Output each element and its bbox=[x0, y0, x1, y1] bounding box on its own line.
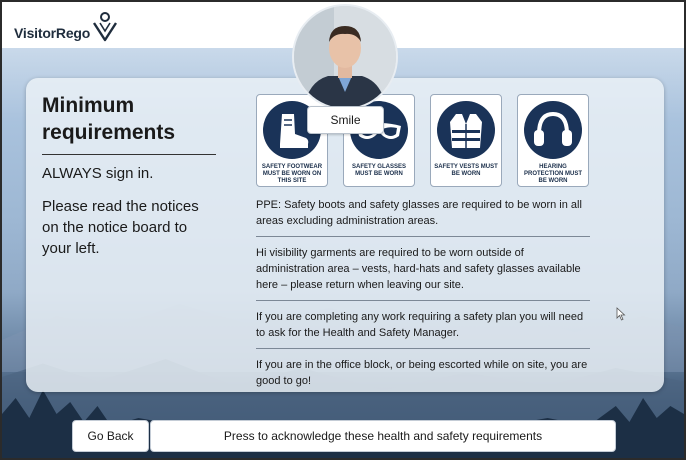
requirements-intro bbox=[42, 92, 218, 259]
page-title: Minimum requirements bbox=[42, 94, 176, 144]
visitor-photo bbox=[294, 6, 396, 108]
acknowledge-button[interactable]: Press to acknowledge these health and safety requirements bbox=[150, 420, 616, 452]
notice-board-text: Please read the notices on the notice board to your left. bbox=[42, 198, 199, 257]
logo-text: VisitorRego bbox=[14, 25, 91, 41]
hearing-protection-icon bbox=[523, 100, 583, 160]
logo-mark-icon bbox=[92, 12, 118, 42]
sign-caption: SAFETY GLASSES MUST BE WORN bbox=[352, 164, 406, 177]
smile-button[interactable]: Smile bbox=[307, 106, 384, 134]
list-item: PPE: Safety boots and safety glasses are required to be worn in all areas excluding administration areas. bbox=[256, 195, 590, 237]
sign-safety-vest bbox=[430, 94, 502, 187]
ppe-signs bbox=[256, 94, 589, 187]
sign-caption: SAFETY FOOTWEAR MUST BE WORN ON THIS SITE bbox=[261, 164, 323, 184]
sign-caption: HEARING PROTECTION MUST BE WORN bbox=[524, 164, 582, 184]
sign-hearing-protection bbox=[517, 94, 589, 187]
camera-preview bbox=[294, 6, 396, 108]
visitorrego-logo bbox=[14, 12, 118, 42]
mouse-cursor-icon bbox=[616, 307, 626, 321]
safety-vest-icon bbox=[436, 100, 496, 160]
safety-rules-list bbox=[256, 195, 590, 402]
sign-caption: SAFETY VESTS MUST BE WORN bbox=[434, 164, 498, 177]
list-item: If you are completing any work requiring a safety plan you will need to ask for the Health and Safety Manager. bbox=[256, 307, 590, 349]
list-item: Hi visibility garments are required to be worn outside of administration area – vests, hard-hats and safety glasses available here – please return when leaving our site. bbox=[256, 243, 590, 301]
heading-divider bbox=[42, 154, 216, 155]
always-sign-in-text: ALWAYS sign in. bbox=[42, 165, 154, 182]
go-back-button[interactable]: Go Back bbox=[72, 420, 149, 452]
list-item: If you are in the office block, or being escorted while on site, you are good to go! bbox=[256, 359, 588, 387]
